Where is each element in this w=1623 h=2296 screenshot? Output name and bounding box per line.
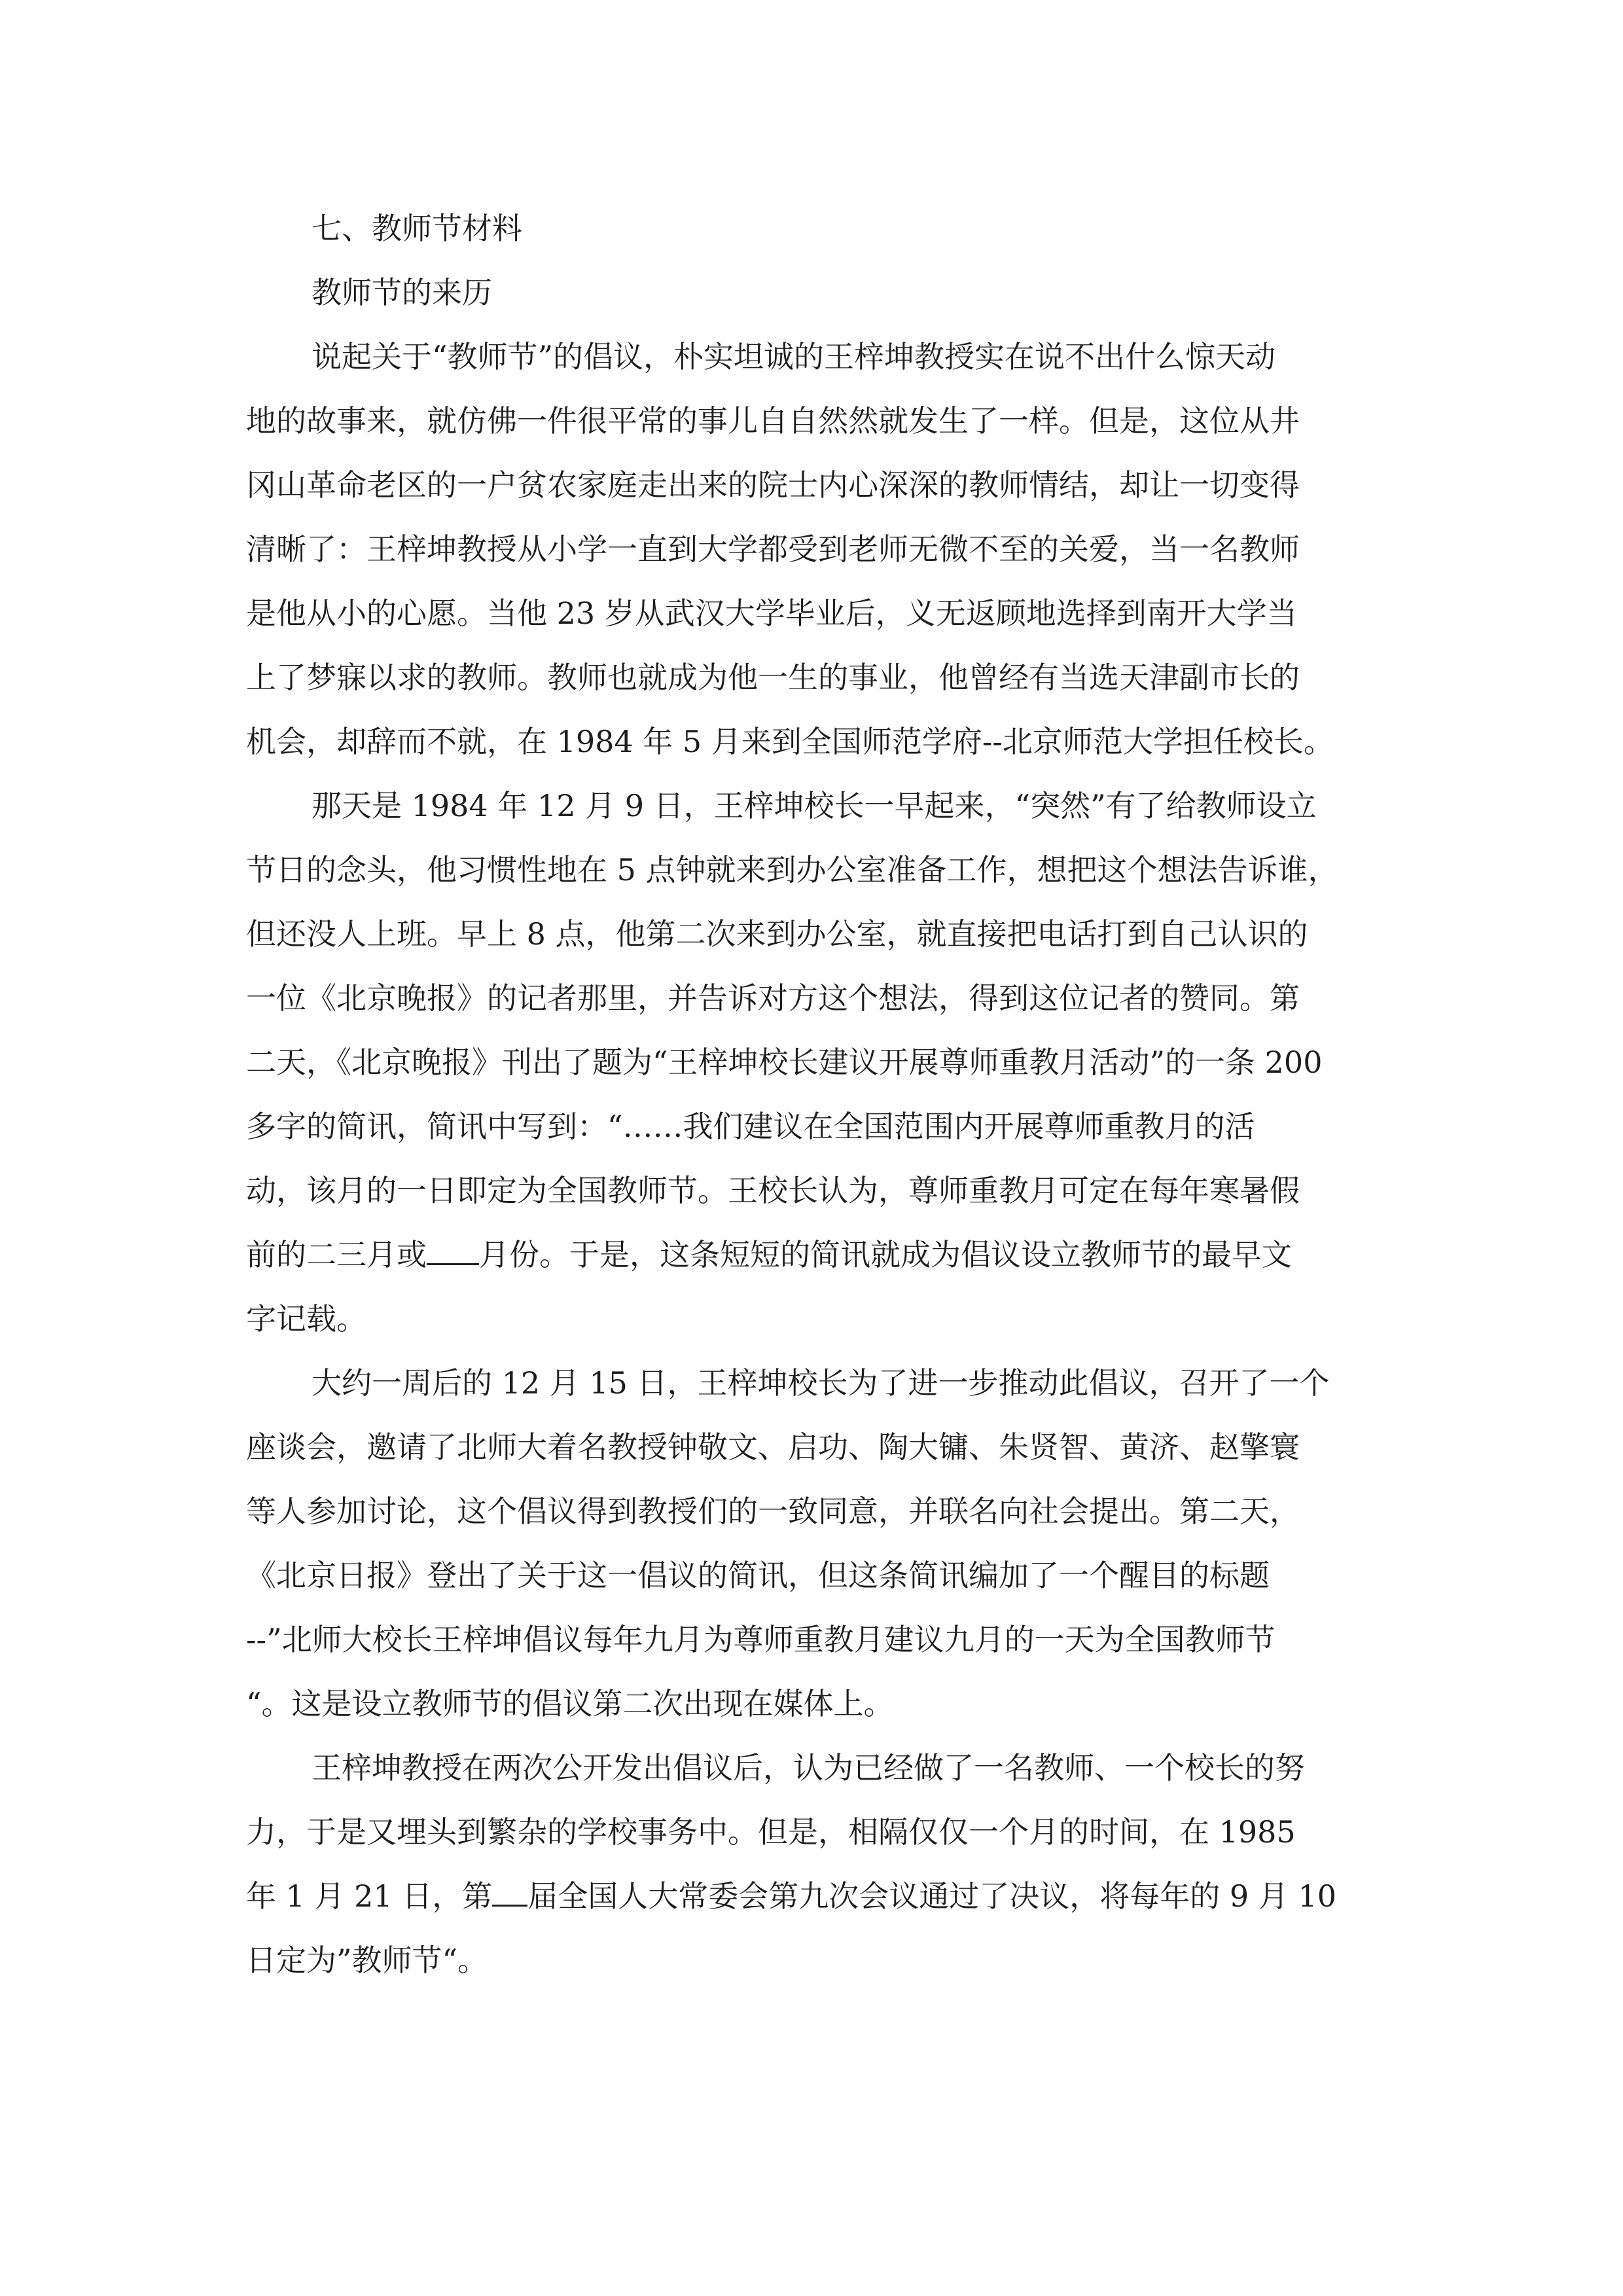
paragraph-line: 节日的念头，他习惯性地在 5 点钟就来到办公室准备工作，想把这个想法告诉谁，: [246, 852, 1338, 888]
paragraph-line: 说起关于“教师节”的倡议，朴实坦诚的王梓坤教授实在说不出什么惊天动: [312, 339, 1276, 374]
paragraph-line: 《北京日报》登出了关于这一倡议的简讯，但这条简讯编加了一个醒目的标题: [246, 1558, 1270, 1593]
paragraph-line: 是他从小的心愿。当他 23 岁从武汉大学毕业后，义无返顾地选择到南开大学当: [246, 596, 1297, 631]
paragraph-line: 二天，《北京晚报》刊出了题为“王梓坤校长建议开展尊师重教月活动”的一条 200: [246, 1045, 1323, 1080]
paragraph-line: 那天是 1984 年 12 月 9 日，王梓坤校长一早起来，“突然”有了给教师设立: [312, 788, 1317, 823]
fill-in-blank: [492, 1881, 527, 1907]
paragraph-line: 日定为”教师节“。: [246, 1943, 488, 1978]
paragraph-line: 地的故事来，就仿佛一件很平常的事儿自自然然就发生了一样。但是，这位从井: [246, 403, 1300, 439]
document-page: [246, 196, 1378, 1992]
subheading: 教师节的来历: [312, 275, 492, 310]
paragraph-line: 座谈会，邀请了北师大着名教授钟敬文、启功、陶大镛、朱贤智、黄济、赵擎寰: [246, 1429, 1300, 1465]
paragraph-line: --”北师大校长王梓坤倡议每年九月为尊师重教月建议九月的一天为全国教师节: [246, 1622, 1275, 1657]
line-text: 年 1 月 21 日，第: [246, 1878, 493, 1914]
paragraph-line: 但还没人上班。早上 8 点，他第二次来到办公室，就直接把电话打到自己认识的: [246, 916, 1308, 952]
fill-in-blank: [427, 1240, 479, 1265]
paragraph-line: 机会，却辞而不就，在 1984 年 5 月来到全国师范学府--北京师范大学担任校长。: [246, 724, 1334, 759]
line-text: 前的二三月或: [246, 1237, 427, 1272]
paragraph-line: 清晰了：王梓坤教授从小学一直到大学都受到老师无微不至的关爱，当一名教师: [246, 531, 1300, 567]
paragraph-line: 等人参加讨论，这个倡议得到教授们的一致同意，并联名向社会提出。第二天，: [246, 1494, 1300, 1529]
paragraph-line: 大约一周后的 12 月 15 日，王梓坤校长为了进一步推动此倡议，召开了一个: [312, 1365, 1330, 1401]
line-text: 月份。于是，这条短短的简讯就成为倡议设立教师节的最早文: [479, 1237, 1292, 1272]
paragraph-line: 字记载。: [246, 1301, 366, 1336]
line-text: 届全国人大常委会第九次会议通过了决议，将每年的 9 月 10: [527, 1878, 1336, 1914]
paragraph-line: “。这是设立教师节的倡议第二次出现在媒体上。: [246, 1686, 894, 1721]
section-heading: 七、教师节材料: [312, 211, 522, 246]
paragraph-line: 上了梦寐以求的教师。教师也就成为他一生的事业，他曾经有当选天津副市长的: [246, 660, 1300, 695]
paragraph-line-with-blank: [246, 1864, 1378, 1928]
paragraph-line: 多字的简讯，简讯中写到：“……我们建议在全国范围内开展尊师重教月的活: [246, 1109, 1255, 1144]
paragraph-line-with-blank: [246, 1223, 1378, 1287]
paragraph-line: 动，该月的一日即定为全国教师节。王校长认为，尊师重教月可定在每年寒暑假: [246, 1173, 1300, 1208]
paragraph-line: 王梓坤教授在两次公开发出倡议后，认为已经做了一名教师、一个校长的努: [312, 1750, 1305, 1785]
paragraph-line: 冈山革命老区的一户贫农家庭走出来的院士内心深深的教师情结，却让一切变得: [246, 467, 1300, 503]
paragraph-line: 一位《北京晚报》的记者那里，并告诉对方这个想法，得到这位记者的赞同。第: [246, 980, 1300, 1016]
paragraph-line: 力，于是又埋头到繁杂的学校事务中。但是，相隔仅仅一个月的时间，在 1985: [246, 1814, 1296, 1850]
